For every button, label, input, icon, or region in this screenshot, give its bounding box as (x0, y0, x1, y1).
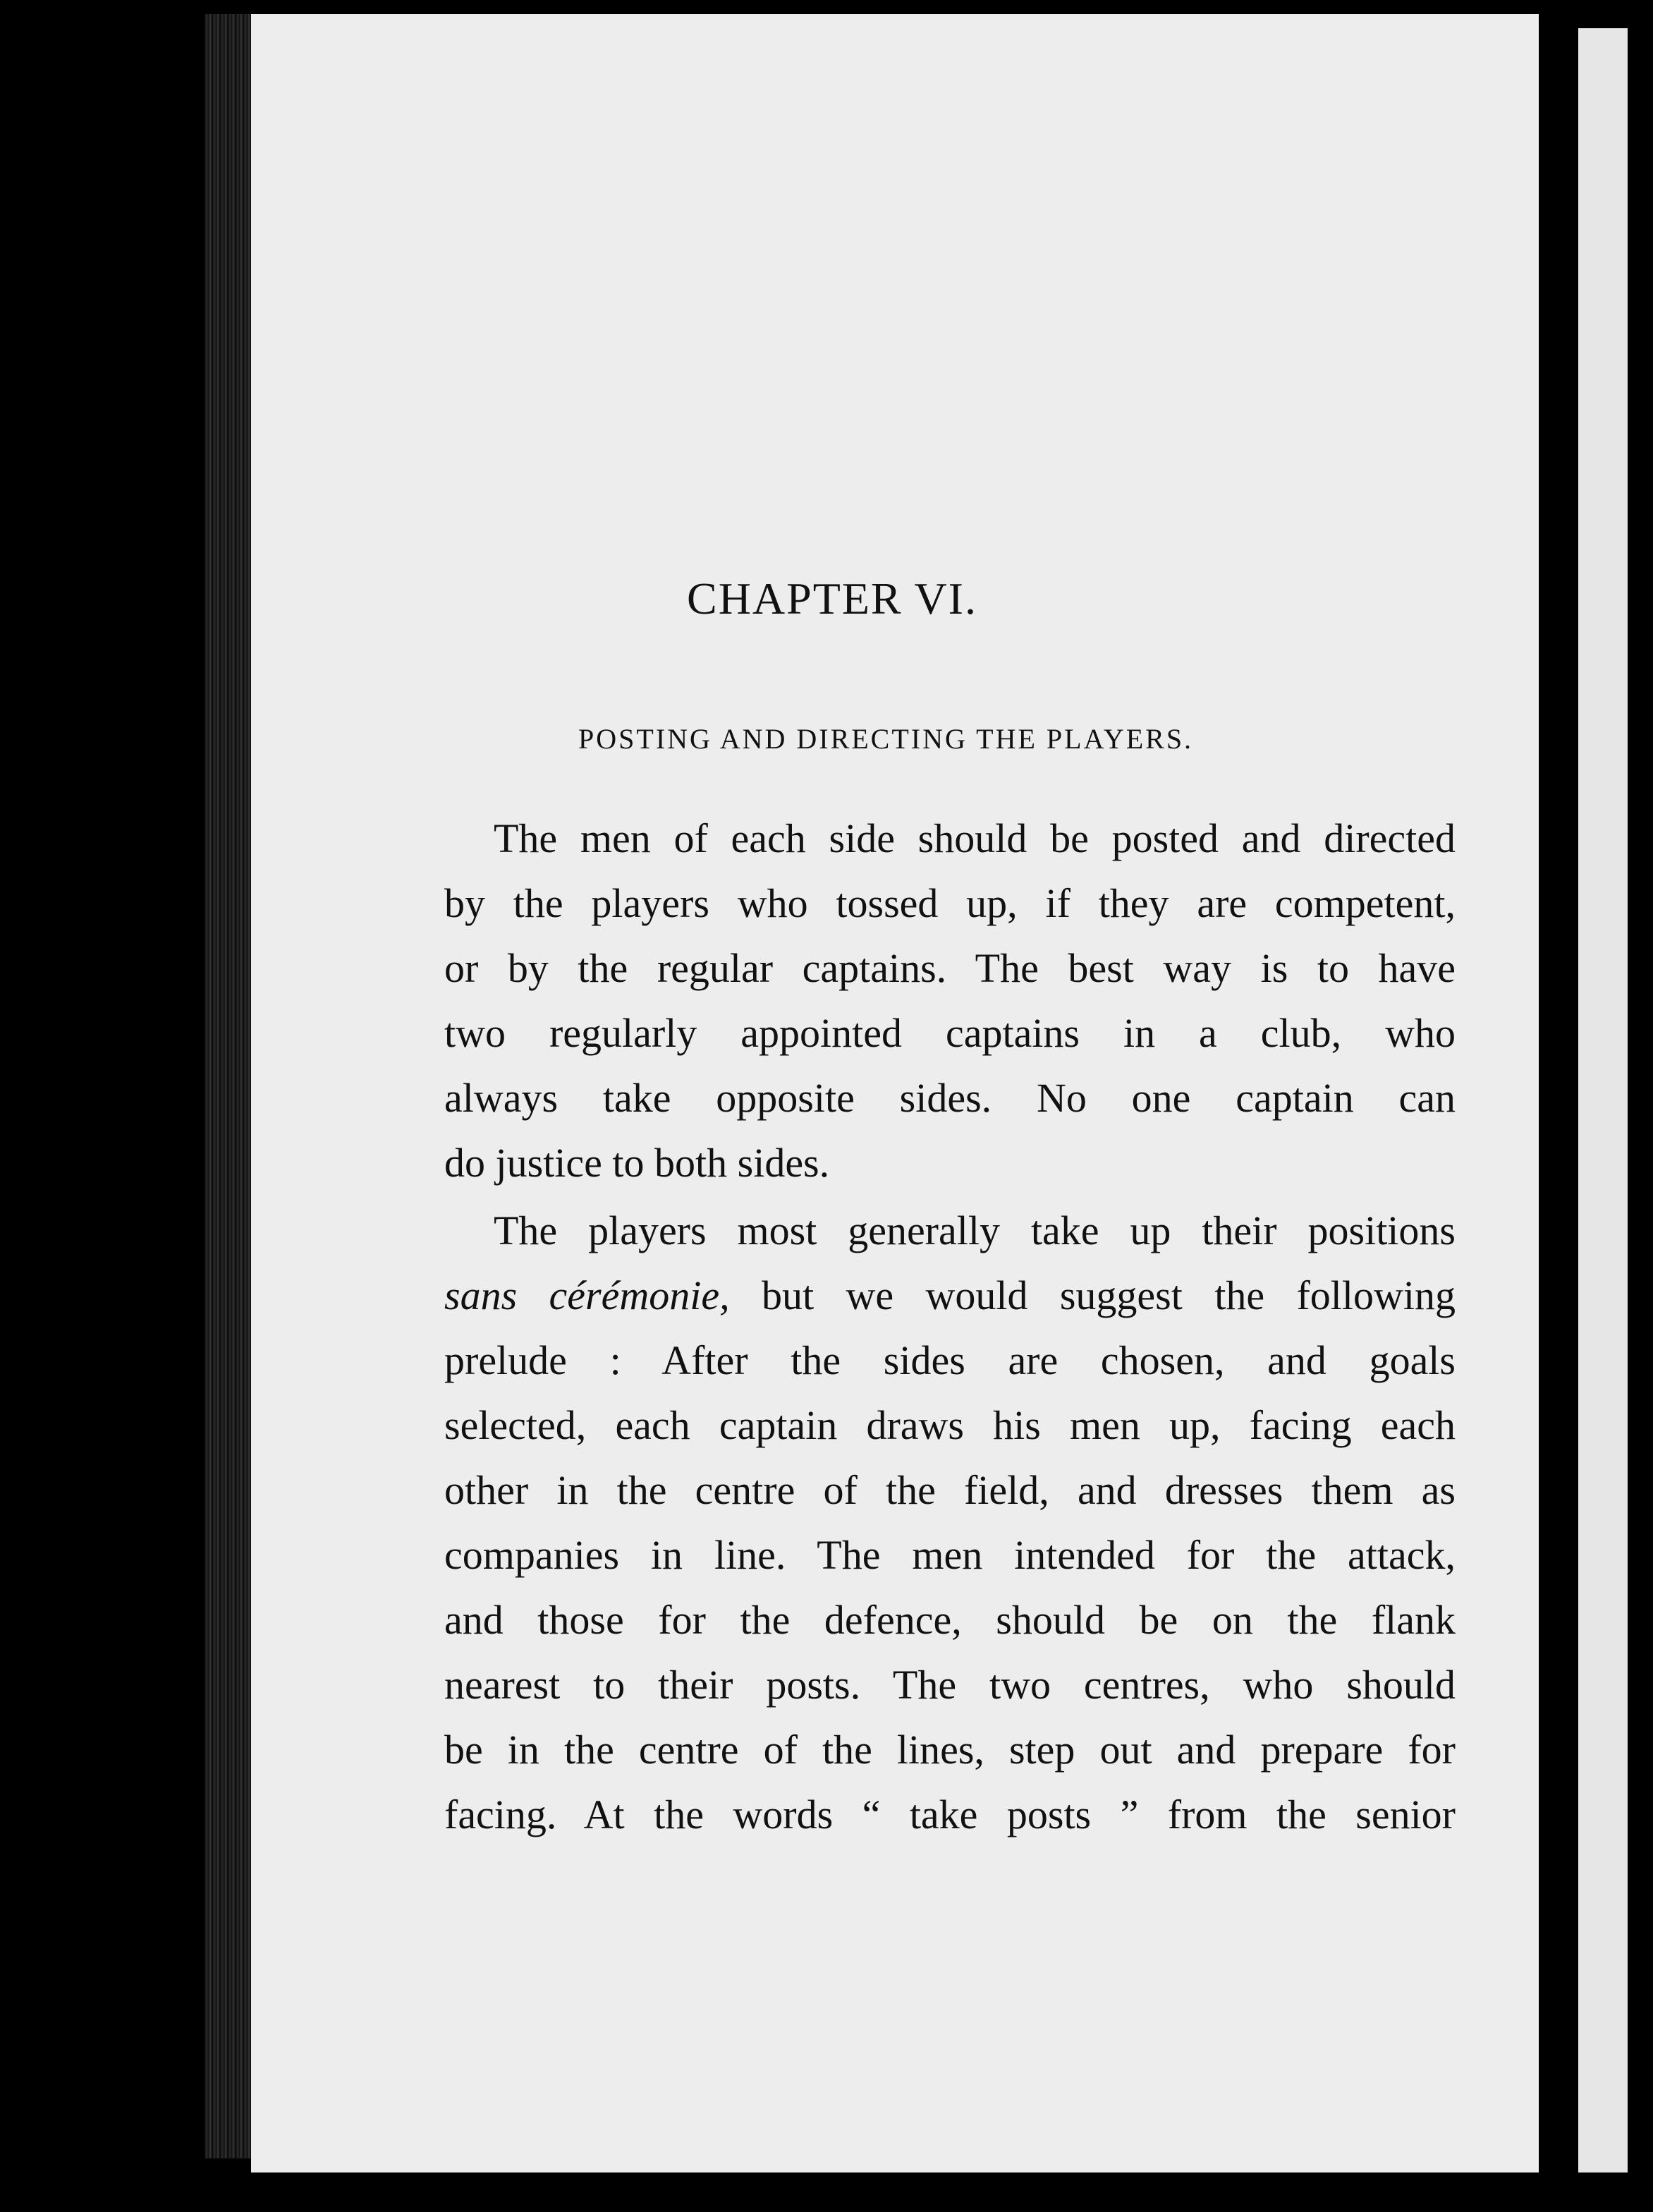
paragraph-1-line-6: do justice to both sides. (444, 1140, 830, 1186)
paragraph-2-line-9: be in the centre of the lines, step out and prepare for (444, 1727, 1456, 1773)
line-remainder: but we would suggest the following (729, 1272, 1456, 1318)
paragraph-1-line-1: The men of each side should be posted and directed (494, 815, 1456, 861)
paragraph-2-line-3: prelude : After the sides are chosen, and goals (444, 1337, 1456, 1383)
book-spine-edge (205, 14, 254, 2158)
italic-phrase: sans cérémonie, (444, 1272, 730, 1318)
paragraph-1-line-2: by the players who tossed up, if they are competent, (444, 880, 1456, 926)
paragraph-2-line-7: and those for the defence, should be on the flank (444, 1597, 1456, 1643)
chapter-heading: CHAPTER VI. (687, 573, 977, 624)
next-page-edge (1578, 28, 1628, 2172)
paragraph-1-line-4: two regularly appointed captains in a club, who (444, 1010, 1456, 1056)
section-title: POSTING AND DIRECTING THE PLAYERS. (578, 723, 1194, 755)
paragraph-1-line-5: always take opposite sides. No one captain can (444, 1075, 1456, 1121)
paragraph-2-line-5: other in the centre of the field, and dresses them as (444, 1467, 1456, 1513)
paragraph-2-line-4: selected, each captain draws his men up, facing each (444, 1402, 1456, 1448)
paragraph-2-line-10: facing. At the words “ take posts ” from the senior (444, 1792, 1456, 1837)
paragraph-2-line-2 (444, 1272, 1456, 1318)
paragraph-2-line-8: nearest to their posts. The two centres, who should (444, 1662, 1456, 1708)
paragraph-2-line-6: companies in line. The men intended for the attack, (444, 1532, 1456, 1578)
paragraph-2-line-1: The players most generally take up their positions (494, 1208, 1456, 1253)
paragraph-1-line-3: or by the regular captains. The best way is to have (444, 945, 1456, 991)
